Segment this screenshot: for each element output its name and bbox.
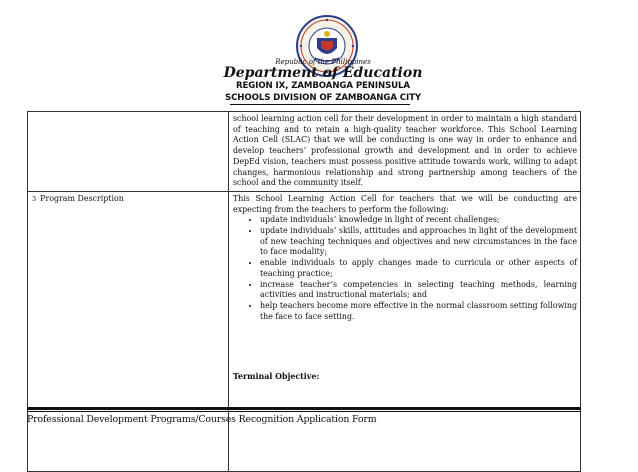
republic-heading: Republic of the Philippines [275, 58, 371, 66]
row-label-cell [28, 191, 229, 471]
row-number: 3 [32, 194, 37, 203]
footer-rule-thin [27, 411, 581, 412]
division-heading: SCHOOLS DIVISION OF ZAMBOANGA CITY [225, 93, 421, 103]
table-row [28, 191, 581, 471]
row-content-cell [229, 112, 581, 192]
terminal-objective-label: Terminal Objective: [233, 372, 320, 382]
program-intro: This School Learning Action Cell for teachers that we will be conducting are expecting from the teachers to perform the following: [233, 193, 577, 214]
footer-text: Professional Development Programs/Courses Recognition Application Form [27, 414, 377, 425]
row-label-cell [28, 112, 229, 192]
row-label: Program Description [40, 193, 124, 203]
table-row [28, 112, 581, 192]
rationale-paragraph: school learning action cell for their development in order to maintain a high standard of teaching and to retain a high-quality teacher workforce. This School Learning Action Cell (SLAC) that we will be conducting is one way in order to enhance and develop teachers’ professional growth and development and in order to achieve DepEd vision, teachers must possess positive attitude towards work, willing to adapt changes, harmonious relationship and strong partnership among teachers of the school and the community itself. [233, 114, 577, 188]
department-heading: Department of Education [223, 65, 423, 81]
footer-rule-thick [27, 407, 581, 410]
list-item: • increase teacher’s competencies in selecting teaching methods, learning activities and instructional materials; and [260, 280, 577, 301]
list-item: • help teachers become more effective in the normal classroom setting following the face to face setting. [260, 301, 577, 322]
objectives-list [233, 215, 577, 322]
list-item: • update individuals’ knowledge in light of recent challenges; [260, 215, 577, 226]
list-item: • update individuals’ skills, attitudes and approaches in light of the development of new teaching techniques and objectives and new circumstances in the face to face modality; [260, 226, 577, 258]
row-content-cell [229, 191, 581, 471]
header-divider [230, 104, 410, 105]
list-item: • enable individuals to apply changes made to curricula or other aspects of teaching practice; [260, 258, 577, 279]
region-heading: REGION IX, ZAMBOANGA PENINSULA [236, 81, 410, 91]
